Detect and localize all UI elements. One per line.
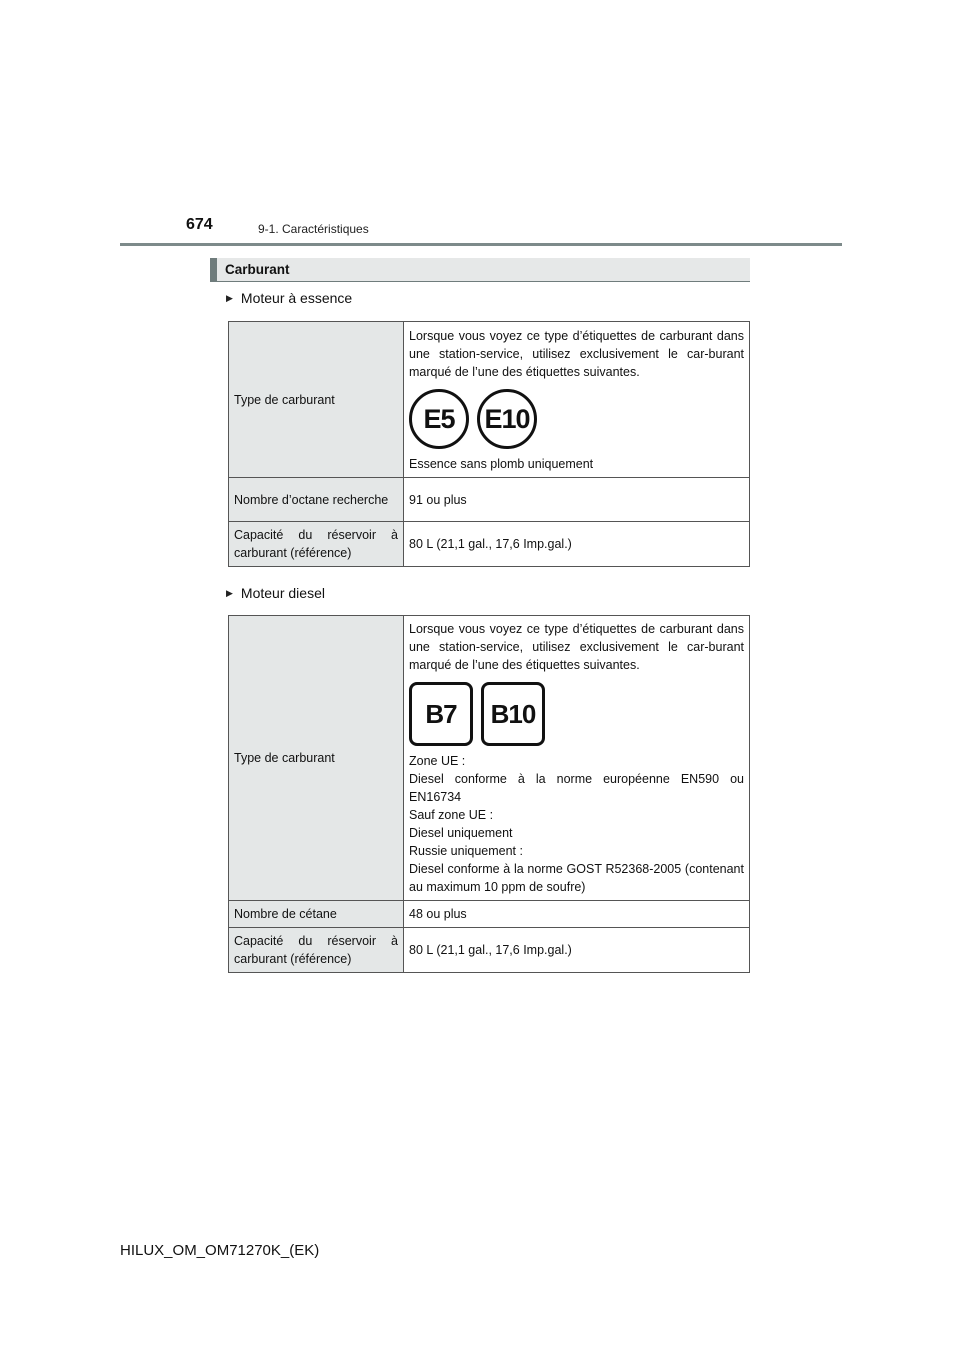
fuel-label-intro: Lorsque vous voyez ce type d’étiquettes de carburant dans une station-service, utilisez exclusivement le car-burant marqué de l’une des étiquettes suivantes.: [409, 328, 744, 379]
triangle-bullet-icon: ▶: [226, 293, 233, 303]
row-label: Nombre d’octane recherche: [229, 478, 404, 522]
fuel-note: Zone UE :: [409, 754, 466, 768]
fuel-note: Russie uniquement :: [409, 844, 523, 858]
row-value: [404, 616, 750, 901]
fuel-note: Diesel conforme à la norme européenne EN590 ou EN16734: [409, 772, 744, 804]
fuel-note: Essence sans plomb uniquement: [409, 456, 594, 471]
table-row: [229, 522, 750, 567]
row-value: 91 ou plus: [404, 478, 750, 522]
fuel-note: Sauf zone UE :: [409, 808, 494, 822]
section-title-bar: [210, 258, 750, 282]
fuel-note: Diesel conforme à la norme GOST R52368-2005 (contenant au maximum 10 ppm de soufre): [409, 862, 744, 894]
petrol-spec-table: [228, 321, 750, 567]
fuel-label-e10-badge: E10: [477, 389, 537, 449]
row-value: 48 ou plus: [404, 901, 750, 928]
row-label: Type de carburant: [229, 616, 404, 901]
fuel-label-e5-badge: E5: [409, 389, 469, 449]
header-rule: [120, 243, 842, 246]
row-label: Capacité du réservoir à carburant (référence): [229, 928, 404, 973]
fuel-label-badges: [409, 389, 744, 449]
page-number: 674: [186, 216, 213, 233]
diesel-spec-table: [228, 615, 750, 973]
row-label: Type de carburant: [229, 322, 404, 478]
diesel-heading-text: Moteur diesel: [240, 585, 325, 601]
row-label: Nombre de cétane: [229, 901, 404, 928]
document-code: HILUX_OM_OM71270K_(EK): [120, 1242, 320, 1259]
section-title: Carburant: [225, 262, 290, 277]
fuel-label-intro: Lorsque vous voyez ce type d’étiquettes de carburant dans une station-service, utilisez exclusivement le car-burant marqué de l’une des étiquettes suivantes.: [409, 622, 744, 672]
diesel-heading: [226, 585, 325, 601]
fuel-note: Diesel uniquement: [409, 826, 513, 840]
triangle-bullet-icon: ▶: [226, 588, 233, 598]
fuel-label-b7-badge: B7: [409, 682, 473, 746]
table-row: [229, 478, 750, 522]
petrol-heading-text: Moteur à essence: [240, 290, 353, 306]
petrol-heading: [226, 290, 352, 306]
row-value: 80 L (21,1 gal., 17,6 Imp.gal.): [404, 522, 750, 567]
table-row: [229, 928, 750, 973]
table-row: [229, 616, 750, 901]
section-label: 9-1. Caractéristiques: [258, 222, 369, 236]
fuel-label-badges: [409, 682, 744, 746]
table-row: [229, 901, 750, 928]
row-value: [404, 322, 750, 478]
row-label: Capacité du réservoir à carburant (référence): [229, 522, 404, 567]
table-row: [229, 322, 750, 478]
fuel-label-b10-badge: B10: [481, 682, 545, 746]
row-value: 80 L (21,1 gal., 17,6 Imp.gal.): [404, 928, 750, 973]
